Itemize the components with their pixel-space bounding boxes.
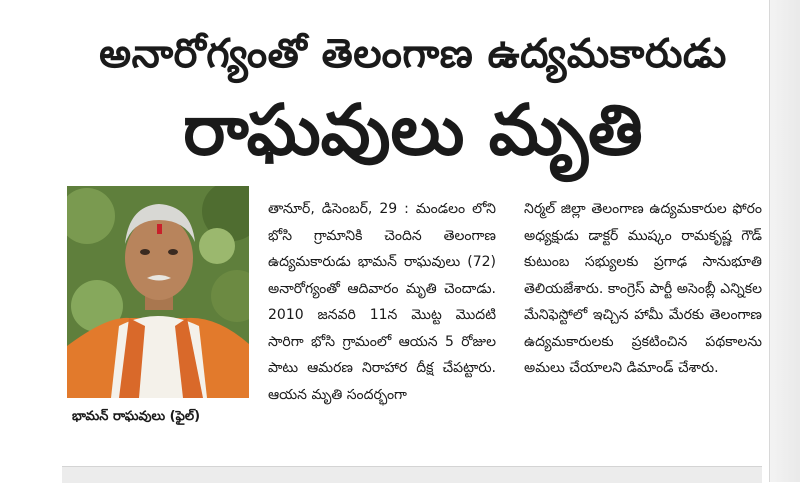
photo-caption: భామన్ రాఘవులు (ఫైల్) [72,409,201,424]
article-column-2 [524,196,762,382]
article-paragraph: తానూర్, డిసెంబర్, 29 : మండలం లోని భోసి గ్రామానికి చెందిన తెలంగాణ ఉద్యమకారుడు భామన్ రాఘవులు (72) అనారోగ్యంతో ఆదివారం మృతి చెందాడు. 2010 జనవరి 11న మొట్ట మొదటి సారిగా భోసి గ్రామంలో ఆయన 5 రోజుల పాటు ఆమరణ నిరాహార దీక్ష చేపట్టారు. ఆయన మృతి సందర్భంగా [268,201,496,403]
portrait-illustration [67,186,249,398]
headline-kicker: అనారోగ్యంతో తెలంగాణ ఉద్యమకారుడు [99,31,727,77]
adjacent-page-edge [769,0,800,482]
portrait-photo [67,186,249,398]
next-article-edge [62,466,762,483]
headline-main: రాఘవులు మృతి [183,89,643,171]
article-column-1 [268,196,496,408]
article-paragraph: నిర్మల్ జిల్లా తెలంగాణ ఉద్యమకారుల ఫోరం అధ్యక్షుడు డాక్టర్ ముష్కం రామకృష్ణ గౌడ్ కుటుంబ సభ్యులకు ప్రగాఢ సానుభూతి తెలియజేశారు. కాంగ్రెస్ పార్టీ అసెంబ్లీ ఎన్నికల మేనిఫెస్టోలో ఇచ్చిన హామీ మేరకు తెలంగాణ ఉద్యమకారులకు ప్రకటించిన పథకాలను అమలు చేయాలని డిమాండ్ చేశారు. [524,201,762,376]
